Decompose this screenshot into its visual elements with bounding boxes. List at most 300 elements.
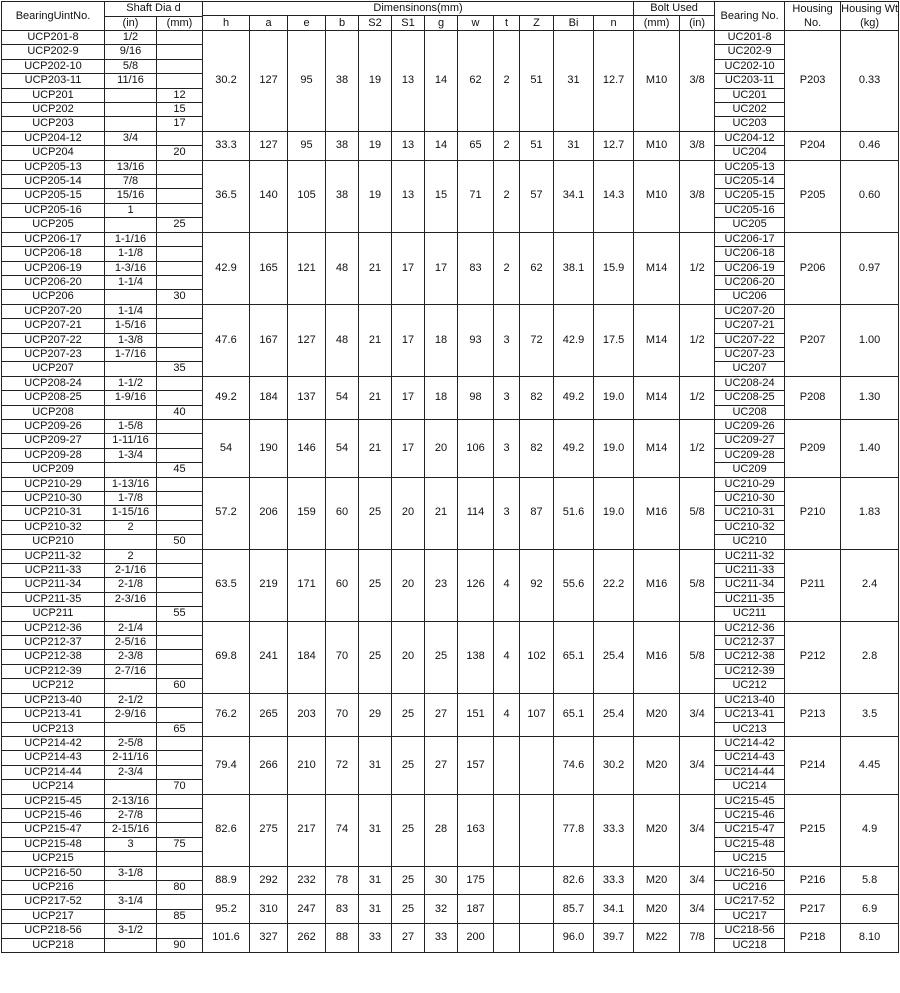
bearing-unit-no-cell: UCP214-44	[2, 765, 105, 779]
dim-n-cell: 39.7	[594, 924, 634, 953]
bearing-unit-no-cell: UCP213-41	[2, 708, 105, 722]
dim-h-cell: 30.2	[203, 31, 250, 132]
bearing-unit-no-cell: UCP212-39	[2, 664, 105, 678]
shaft-in-cell: 1/2	[105, 31, 157, 45]
bearing-unit-no-cell: UCP207-20	[2, 304, 105, 318]
dim-s2-cell: 21	[359, 304, 392, 376]
bolt-mm-cell: M10	[634, 160, 680, 232]
bearing-unit-no-cell: UCP202-9	[2, 45, 105, 59]
dim-h-cell: 101.6	[203, 924, 250, 953]
shaft-in-cell: 9/16	[105, 45, 157, 59]
bolt-mm-cell: M20	[634, 895, 680, 924]
dim-s1-cell: 25	[392, 693, 425, 736]
dim-e-cell: 217	[288, 794, 326, 866]
shaft-in-cell	[105, 117, 157, 131]
dim-e-cell: 262	[288, 924, 326, 953]
dim-z-cell: 51	[520, 131, 554, 160]
dim-a-cell: 266	[250, 736, 288, 794]
bearing-no-cell: UC210-30	[715, 492, 785, 506]
bearing-no-cell: UC217	[715, 909, 785, 923]
shaft-mm-cell: 50	[157, 535, 203, 549]
dim-b-cell: 83	[326, 895, 359, 924]
dim-w-cell: 98	[458, 376, 494, 419]
bearing-unit-no-cell: UCP205-15	[2, 189, 105, 203]
shaft-in-cell: 1-7/16	[105, 347, 157, 361]
dim-s2-cell: 25	[359, 477, 392, 549]
dim-s1-cell: 25	[392, 895, 425, 924]
shaft-in-cell: 1-5/8	[105, 419, 157, 433]
header-bolt-used: Bolt Used	[634, 2, 715, 16]
shaft-mm-cell	[157, 564, 203, 578]
dim-a-cell: 206	[250, 477, 288, 549]
dim-a-cell: 167	[250, 304, 288, 376]
dim-g-cell: 15	[425, 160, 458, 232]
bearing-no-cell: UC206-17	[715, 232, 785, 246]
dim-e-cell: 210	[288, 736, 326, 794]
dim-bi-cell: 34.1	[554, 160, 594, 232]
bolt-in-cell: 1/2	[680, 419, 715, 477]
dim-s2-cell: 19	[359, 160, 392, 232]
dim-a-cell: 127	[250, 131, 288, 160]
bearing-no-cell: UC216	[715, 880, 785, 894]
dim-n-cell: 12.7	[594, 31, 634, 132]
header-dim-bi: Bi	[554, 16, 594, 31]
bearing-unit-no-cell: UCP204-12	[2, 131, 105, 145]
dim-e-cell: 95	[288, 131, 326, 160]
shaft-in-cell: 1-1/8	[105, 247, 157, 261]
bearing-no-cell: UC213-40	[715, 693, 785, 707]
table-row	[2, 477, 899, 491]
bearing-unit-no-cell: UCP214-42	[2, 736, 105, 750]
bearing-no-cell: UC201-8	[715, 31, 785, 45]
dim-a-cell: 265	[250, 693, 288, 736]
shaft-mm-cell	[157, 203, 203, 217]
shaft-in-cell	[105, 852, 157, 866]
header-bolt-in: (in)	[680, 16, 715, 31]
dim-e-cell: 171	[288, 549, 326, 621]
table-row	[2, 736, 899, 750]
header-dim-b: b	[326, 16, 359, 31]
bearing-no-cell: UC215-46	[715, 808, 785, 822]
bolt-mm-cell: M22	[634, 924, 680, 953]
dim-b-cell: 38	[326, 131, 359, 160]
dim-n-cell: 25.4	[594, 621, 634, 693]
bearing-no-cell: UC205-16	[715, 203, 785, 217]
dim-z-cell	[520, 736, 554, 794]
shaft-mm-cell	[157, 794, 203, 808]
bearing-no-cell: UC209-28	[715, 448, 785, 462]
bearing-no-cell: UC210-32	[715, 520, 785, 534]
bearing-no-cell: UC212-36	[715, 621, 785, 635]
dim-h-cell: 63.5	[203, 549, 250, 621]
bearing-unit-no-cell: UCP211-34	[2, 578, 105, 592]
bearing-no-cell: UC202	[715, 103, 785, 117]
dim-t-cell	[494, 924, 520, 953]
dim-s2-cell: 21	[359, 376, 392, 419]
dim-a-cell: 241	[250, 621, 288, 693]
bearing-unit-no-cell: UCP208-25	[2, 391, 105, 405]
dim-h-cell: 79.4	[203, 736, 250, 794]
shaft-mm-cell	[157, 347, 203, 361]
header-dimensions: Dimensinons(mm)	[203, 2, 634, 16]
bearing-unit-no-cell: UCP213-40	[2, 693, 105, 707]
shaft-mm-cell	[157, 160, 203, 174]
dim-h-cell: 76.2	[203, 693, 250, 736]
header-dim-e: e	[288, 16, 326, 31]
shaft-mm-cell: 12	[157, 88, 203, 102]
shaft-in-cell: 2-13/16	[105, 794, 157, 808]
housing-wt-cell: 2.8	[841, 621, 899, 693]
bearing-unit-no-cell: UCP209-27	[2, 434, 105, 448]
bolt-in-cell: 3/8	[680, 131, 715, 160]
shaft-mm-cell	[157, 751, 203, 765]
dim-b-cell: 38	[326, 31, 359, 132]
dim-w-cell: 163	[458, 794, 494, 866]
bearing-no-cell: UC214-42	[715, 736, 785, 750]
dim-h-cell: 57.2	[203, 477, 250, 549]
bearing-unit-no-cell: UCP217	[2, 909, 105, 923]
shaft-in-cell: 2-11/16	[105, 751, 157, 765]
dim-a-cell: 190	[250, 419, 288, 477]
bearing-no-cell: UC211-35	[715, 592, 785, 606]
dim-s2-cell: 29	[359, 693, 392, 736]
dim-b-cell: 72	[326, 736, 359, 794]
header-dim-t: t	[494, 16, 520, 31]
dim-a-cell: 184	[250, 376, 288, 419]
table-row	[2, 794, 899, 808]
dim-z-cell: 82	[520, 419, 554, 477]
bearing-unit-no-cell: UCP215-48	[2, 837, 105, 851]
dim-t-cell: 3	[494, 419, 520, 477]
dim-s2-cell: 31	[359, 866, 392, 895]
bearing-unit-no-cell: UCP208-24	[2, 376, 105, 390]
shaft-in-cell	[105, 780, 157, 794]
dim-t-cell: 3	[494, 376, 520, 419]
header-dim-a: a	[250, 16, 288, 31]
shaft-mm-cell	[157, 391, 203, 405]
shaft-mm-cell	[157, 492, 203, 506]
dim-s1-cell: 17	[392, 419, 425, 477]
dim-w-cell: 71	[458, 160, 494, 232]
shaft-in-cell: 2-1/16	[105, 564, 157, 578]
dim-n-cell: 17.5	[594, 304, 634, 376]
dim-h-cell: 36.5	[203, 160, 250, 232]
dim-w-cell: 175	[458, 866, 494, 895]
header-dim-z: Z	[520, 16, 554, 31]
bolt-mm-cell: M10	[634, 31, 680, 132]
dim-a-cell: 292	[250, 866, 288, 895]
shaft-in-cell	[105, 405, 157, 419]
header-dim-w: w	[458, 16, 494, 31]
housing-wt-cell: 3.5	[841, 693, 899, 736]
housing-no-cell: P209	[785, 419, 841, 477]
shaft-in-cell: 3/4	[105, 131, 157, 145]
bearing-no-cell: UC210	[715, 535, 785, 549]
header-dim-g: g	[425, 16, 458, 31]
bearing-no-cell: UC209-27	[715, 434, 785, 448]
dim-z-cell	[520, 895, 554, 924]
dim-g-cell: 32	[425, 895, 458, 924]
shaft-mm-cell	[157, 520, 203, 534]
bearing-unit-no-cell: UCP214	[2, 780, 105, 794]
bearing-unit-no-cell: UCP206-18	[2, 247, 105, 261]
dim-t-cell: 2	[494, 31, 520, 132]
header-bearing-no: Bearing No.	[715, 2, 785, 31]
bearing-no-cell: UC209-26	[715, 419, 785, 433]
header-shaft-dia: Shaft Dia d	[105, 2, 203, 17]
bearing-no-cell: UC205-15	[715, 189, 785, 203]
dim-h-cell: 82.6	[203, 794, 250, 866]
housing-no-cell: P203	[785, 31, 841, 132]
dim-g-cell: 21	[425, 477, 458, 549]
dim-bi-cell: 31	[554, 31, 594, 132]
dim-s2-cell: 25	[359, 621, 392, 693]
dim-z-cell	[520, 924, 554, 953]
shaft-in-cell: 1-1/4	[105, 304, 157, 318]
bearing-unit-no-cell: UCP206	[2, 290, 105, 304]
shaft-mm-cell	[157, 708, 203, 722]
bearing-no-cell: UC216-50	[715, 866, 785, 880]
housing-wt-cell: 6.9	[841, 895, 899, 924]
shaft-in-cell	[105, 722, 157, 736]
header-shaft-in: (in)	[105, 16, 157, 30]
dim-e-cell: 105	[288, 160, 326, 232]
bearing-no-cell: UC207	[715, 362, 785, 376]
bearing-unit-no-cell: UCP207	[2, 362, 105, 376]
bolt-in-cell: 3/4	[680, 895, 715, 924]
bearing-unit-no-cell: UCP202	[2, 103, 105, 117]
bearing-no-cell: UC205	[715, 218, 785, 232]
header-dim-h: h	[203, 16, 250, 31]
dim-a-cell: 275	[250, 794, 288, 866]
bearing-no-cell: UC212-39	[715, 664, 785, 678]
bearing-unit-no-cell: UCP211-32	[2, 549, 105, 563]
dim-h-cell: 47.6	[203, 304, 250, 376]
dim-s2-cell: 31	[359, 794, 392, 866]
shaft-mm-cell	[157, 636, 203, 650]
dim-g-cell: 14	[425, 31, 458, 132]
dim-t-cell: 4	[494, 549, 520, 621]
dim-b-cell: 48	[326, 304, 359, 376]
dim-z-cell: 51	[520, 31, 554, 132]
shaft-mm-cell	[157, 808, 203, 822]
dim-s1-cell: 13	[392, 160, 425, 232]
shaft-in-cell: 15/16	[105, 189, 157, 203]
bearing-unit-no-cell: UCP205-14	[2, 175, 105, 189]
dim-n-cell: 34.1	[594, 895, 634, 924]
bolt-in-cell: 3/8	[680, 160, 715, 232]
shaft-mm-cell: 40	[157, 405, 203, 419]
shaft-in-cell: 1-13/16	[105, 477, 157, 491]
bearing-unit-no-cell: UCP202-10	[2, 59, 105, 73]
bolt-mm-cell: M20	[634, 866, 680, 895]
bolt-in-cell: 3/4	[680, 794, 715, 866]
bearing-unit-no-cell: UCP204	[2, 146, 105, 160]
bearing-no-cell: UC218-56	[715, 924, 785, 938]
shaft-in-cell	[105, 362, 157, 376]
bearing-no-cell: UC215-48	[715, 837, 785, 851]
dim-g-cell: 27	[425, 693, 458, 736]
bearing-unit-no-cell: UCP206-20	[2, 275, 105, 289]
bearing-no-cell: UC203-11	[715, 74, 785, 88]
shaft-mm-cell	[157, 189, 203, 203]
housing-wt-cell: 2.4	[841, 549, 899, 621]
dim-w-cell: 114	[458, 477, 494, 549]
dim-w-cell: 106	[458, 419, 494, 477]
dim-h-cell: 33.3	[203, 131, 250, 160]
dim-b-cell: 54	[326, 419, 359, 477]
bearing-unit-no-cell: UCP207-21	[2, 319, 105, 333]
shaft-mm-cell: 25	[157, 218, 203, 232]
bearing-unit-no-cell: UCP209	[2, 463, 105, 477]
housing-no-cell: P205	[785, 160, 841, 232]
shaft-in-cell: 1-3/4	[105, 448, 157, 462]
dim-w-cell: 62	[458, 31, 494, 132]
dim-b-cell: 60	[326, 549, 359, 621]
bearing-no-cell: UC218	[715, 938, 785, 952]
bearing-unit-no-cell: UCP212	[2, 679, 105, 693]
shaft-in-cell: 2-7/8	[105, 808, 157, 822]
shaft-in-cell: 2-5/16	[105, 636, 157, 650]
housing-no-cell: P217	[785, 895, 841, 924]
bolt-in-cell: 5/8	[680, 477, 715, 549]
dim-w-cell: 93	[458, 304, 494, 376]
shaft-mm-cell	[157, 506, 203, 520]
shaft-in-cell: 1-1/4	[105, 275, 157, 289]
bolt-mm-cell: M20	[634, 736, 680, 794]
bearing-unit-no-cell: UCP210-31	[2, 506, 105, 520]
shaft-in-cell	[105, 909, 157, 923]
table-row	[2, 31, 899, 45]
bearing-no-cell: UC211-32	[715, 549, 785, 563]
bearing-unit-no-cell: UCP203	[2, 117, 105, 131]
dim-t-cell	[494, 895, 520, 924]
dim-a-cell: 219	[250, 549, 288, 621]
header-shaft-mm: (mm)	[157, 16, 203, 30]
bearing-unit-no-cell: UCP212-36	[2, 621, 105, 635]
bearing-no-cell: UC207-23	[715, 347, 785, 361]
dim-z-cell: 57	[520, 160, 554, 232]
bearing-unit-no-cell: UCP211-35	[2, 592, 105, 606]
bolt-in-cell: 7/8	[680, 924, 715, 953]
bearing-unit-no-cell: UCP203-11	[2, 74, 105, 88]
shaft-mm-cell: 17	[157, 117, 203, 131]
shaft-in-cell: 1-5/16	[105, 319, 157, 333]
header-bolt-mm: (mm)	[634, 16, 680, 31]
housing-no-cell: P214	[785, 736, 841, 794]
dim-b-cell: 74	[326, 794, 359, 866]
shaft-in-cell: 1-9/16	[105, 391, 157, 405]
table-row	[2, 621, 899, 635]
shaft-in-cell: 2-15/16	[105, 823, 157, 837]
dim-n-cell: 19.0	[594, 477, 634, 549]
bearing-unit-no-cell: UCP205-16	[2, 203, 105, 217]
dim-s1-cell: 27	[392, 924, 425, 953]
bearing-no-cell: UC207-22	[715, 333, 785, 347]
dim-w-cell: 200	[458, 924, 494, 953]
shaft-mm-cell	[157, 592, 203, 606]
dim-s2-cell: 31	[359, 895, 392, 924]
housing-wt-cell: 0.46	[841, 131, 899, 160]
bolt-mm-cell: M10	[634, 131, 680, 160]
dim-bi-cell: 85.7	[554, 895, 594, 924]
bolt-mm-cell: M16	[634, 549, 680, 621]
dim-z-cell: 107	[520, 693, 554, 736]
dim-g-cell: 27	[425, 736, 458, 794]
bolt-in-cell: 3/8	[680, 31, 715, 132]
shaft-mm-cell: 75	[157, 837, 203, 851]
housing-wt-cell: 5.8	[841, 866, 899, 895]
dim-s2-cell: 25	[359, 549, 392, 621]
table-row	[2, 866, 899, 880]
dim-e-cell: 159	[288, 477, 326, 549]
shaft-mm-cell	[157, 895, 203, 909]
dim-e-cell: 127	[288, 304, 326, 376]
bearing-unit-no-cell: UCP206-19	[2, 261, 105, 275]
housing-wt-cell: 1.00	[841, 304, 899, 376]
dim-bi-cell: 96.0	[554, 924, 594, 953]
bearing-unit-no-cell: UCP210-32	[2, 520, 105, 534]
shaft-in-cell	[105, 103, 157, 117]
dim-h-cell: 49.2	[203, 376, 250, 419]
dim-s1-cell: 13	[392, 31, 425, 132]
dim-b-cell: 70	[326, 693, 359, 736]
dim-g-cell: 14	[425, 131, 458, 160]
dim-t-cell: 4	[494, 621, 520, 693]
housing-no-cell: P216	[785, 866, 841, 895]
housing-no-cell: P208	[785, 376, 841, 419]
bearing-no-cell: UC214-43	[715, 751, 785, 765]
shaft-mm-cell: 80	[157, 880, 203, 894]
shaft-mm-cell	[157, 621, 203, 635]
bearing-unit-no-cell: UCP211	[2, 607, 105, 621]
dim-s2-cell: 19	[359, 31, 392, 132]
shaft-in-cell: 7/8	[105, 175, 157, 189]
bolt-mm-cell: M14	[634, 232, 680, 304]
shaft-mm-cell	[157, 175, 203, 189]
dim-s1-cell: 25	[392, 794, 425, 866]
housing-wt-cell: 1.40	[841, 419, 899, 477]
shaft-in-cell	[105, 607, 157, 621]
dim-w-cell: 83	[458, 232, 494, 304]
shaft-in-cell: 5/8	[105, 59, 157, 73]
housing-wt-cell: 1.30	[841, 376, 899, 419]
dim-g-cell: 28	[425, 794, 458, 866]
shaft-mm-cell	[157, 45, 203, 59]
dim-e-cell: 95	[288, 31, 326, 132]
dim-g-cell: 30	[425, 866, 458, 895]
bearing-no-cell: UC208	[715, 405, 785, 419]
table-row	[2, 376, 899, 390]
shaft-in-cell: 2-9/16	[105, 708, 157, 722]
dim-g-cell: 18	[425, 376, 458, 419]
shaft-mm-cell	[157, 232, 203, 246]
shaft-mm-cell: 20	[157, 146, 203, 160]
bearing-no-cell: UC202-9	[715, 45, 785, 59]
shaft-in-cell: 2-5/8	[105, 736, 157, 750]
dim-g-cell: 20	[425, 419, 458, 477]
shaft-in-cell	[105, 290, 157, 304]
table-row	[2, 232, 899, 246]
bearing-no-cell: UC209	[715, 463, 785, 477]
dim-b-cell: 88	[326, 924, 359, 953]
shaft-mm-cell	[157, 578, 203, 592]
housing-no-cell: P204	[785, 131, 841, 160]
housing-no-cell: P210	[785, 477, 841, 549]
shaft-mm-cell	[157, 74, 203, 88]
shaft-mm-cell	[157, 59, 203, 73]
dim-t-cell: 2	[494, 131, 520, 160]
